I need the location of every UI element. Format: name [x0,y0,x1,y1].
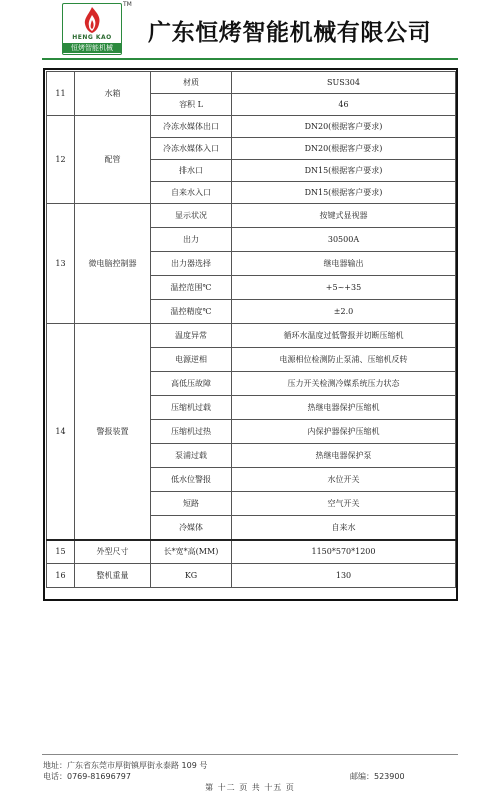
value-cell: 1150*570*1200 [232,540,456,564]
value-cell: +5~+35 [232,276,456,300]
value-cell: 循环水温度过低警报并切断压缩机 [232,324,456,348]
footer-address: 地址：广东省东莞市厚街镇厚街永泰路 109 号 [43,761,208,770]
group-name-cell: 配管 [75,116,151,204]
group-name-cell: 微电脑控制器 [75,204,151,324]
item-cell: 容积 L [151,94,232,116]
trademark-mark: TM [123,1,132,8]
item-cell: 排水口 [151,160,232,182]
item-cell: 短路 [151,492,232,516]
table-row [47,540,456,564]
value-cell: 自来水 [232,516,456,540]
group-number-cell: 16 [47,564,75,588]
value-cell: DN20(根据客户要求) [232,138,456,160]
item-cell: 材质 [151,72,232,94]
logo-brand-en: HENG KAO [72,34,112,41]
page-number: 第 十二 页 共 十五 页 [205,783,295,792]
spec-table-body [47,72,456,588]
value-cell: 热继电器保护压缩机 [232,396,456,420]
logo-brand-cn: 恒烤智能机械 [63,43,121,53]
item-cell: 压缩机过载 [151,396,232,420]
value-cell: DN15(根据客户要求) [232,160,456,182]
footer-phone: 电话：0769-81696797 [43,772,131,781]
item-cell: 电源逆相 [151,348,232,372]
item-cell: 冷媒体 [151,516,232,540]
item-cell: 压缩机过热 [151,420,232,444]
value-cell: DN15(根据客户要求) [232,182,456,204]
item-cell: 长*宽*高(MM) [151,540,232,564]
value-cell: DN20(根据客户要求) [232,116,456,138]
footer-divider [42,754,458,755]
company-logo [62,3,122,55]
header-divider [42,58,458,60]
item-cell: 温控范围℃ [151,276,232,300]
item-cell: 冷冻水媒体出口 [151,116,232,138]
value-cell: SUS304 [232,72,456,94]
table-row [47,116,456,138]
group-name-cell: 整机重量 [75,564,151,588]
group-name-cell: 水箱 [75,72,151,116]
value-cell: 130 [232,564,456,588]
group-name-cell: 警报装置 [75,324,151,540]
item-cell: KG [151,564,232,588]
value-cell: 内保护器保护压缩机 [232,420,456,444]
group-number-cell: 12 [47,116,75,204]
value-cell: 按键式显视器 [232,204,456,228]
item-cell: 温度异常 [151,324,232,348]
item-cell: 出力器选择 [151,252,232,276]
item-cell: 显示状况 [151,204,232,228]
value-cell: 电源相位检测防止泵浦、压缩机反转 [232,348,456,372]
company-title: 广东恒烤智能机械有限公司 [148,20,432,46]
value-cell: ±2.0 [232,300,456,324]
item-cell: 泵浦过载 [151,444,232,468]
spec-table [46,71,456,588]
group-name-cell: 外型尺寸 [75,540,151,564]
table-row [47,72,456,94]
item-cell: 低水位警报 [151,468,232,492]
group-number-cell: 14 [47,324,75,540]
group-number-cell: 13 [47,204,75,324]
value-cell: 继电器输出 [232,252,456,276]
value-cell: 热继电器保护泵 [232,444,456,468]
group-number-cell: 11 [47,72,75,116]
table-row [47,204,456,228]
item-cell: 高低压故障 [151,372,232,396]
value-cell: 水位开关 [232,468,456,492]
flame-icon [77,6,107,34]
item-cell: 出力 [151,228,232,252]
item-cell: 温控精度℃ [151,300,232,324]
item-cell: 冷冻水媒体入口 [151,138,232,160]
table-row [47,564,456,588]
footer-postcode: 邮编：523900 [350,772,405,781]
value-cell: 空气开关 [232,492,456,516]
value-cell: 压力开关检测冷媒系统压力状态 [232,372,456,396]
group-number-cell: 15 [47,540,75,564]
value-cell: 30500A [232,228,456,252]
value-cell: 46 [232,94,456,116]
table-row [47,324,456,348]
item-cell: 自来水入口 [151,182,232,204]
